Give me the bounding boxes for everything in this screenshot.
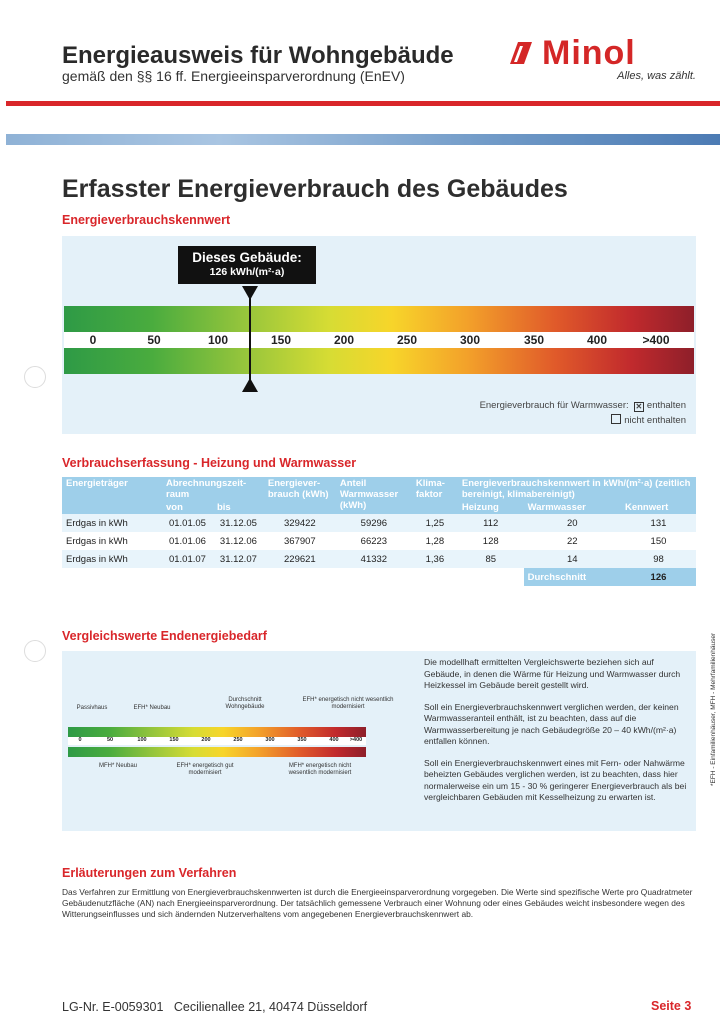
energy-scale-bar-bottom <box>64 348 694 374</box>
table-average-row <box>62 568 696 586</box>
table-row <box>62 514 696 532</box>
cmp-tick: 350 <box>297 737 307 743</box>
cell-kw: 131 <box>621 514 696 532</box>
th-ww: Warmwasser <box>524 501 621 514</box>
option-included: enthalten <box>646 400 686 411</box>
comparison-paragraph: Soll ein Energieverbrauchskennwert eines mit Fern- oder Nahwärme beheizten Gebäudes verglichen werden, ist zu beachten, dass hier normalerweise ein um 15 - 30 % geringerer Energieverbrauch als bei vergleichbaren Gebäuden mit Kesselheizung zu erwarten ist. <box>424 757 687 802</box>
cell-ww: 14 <box>524 550 621 568</box>
cell-to: 31.12.05 <box>213 514 264 532</box>
header-rule-red <box>6 101 720 106</box>
th-from: von <box>162 501 213 514</box>
page-number: Seite 3 <box>651 999 692 1013</box>
cell-to: 31.12.06 <box>213 532 264 550</box>
minol-logo <box>508 34 698 84</box>
cmp-tick: 0 <box>78 737 82 743</box>
option-not-included: nicht enthalten <box>624 415 686 426</box>
logo-slogan: Alles, was zählt. <box>617 70 696 82</box>
cell-from: 01.01.06 <box>162 532 213 550</box>
side-footnote: *EFH - Einfamilienhäuser, MFH - Mehrfamilienhäuser <box>710 632 717 786</box>
logo-name: Minol <box>542 34 636 72</box>
cell-heating: 112 <box>458 514 524 532</box>
cell-climate: 1,28 <box>412 532 458 550</box>
building-value-needle <box>249 288 251 388</box>
cmp-label-efh-nicht-modernisiert: EFH* energetisch nicht wesentlich modernisiert <box>302 697 394 710</box>
scale-tick: 100 <box>207 333 229 347</box>
energy-scale-panel <box>62 236 696 434</box>
table-heading: Verbrauchserfassung - Heizung und Warmwasser <box>62 456 357 470</box>
header-rule-blue <box>6 134 720 145</box>
procedure-text: Das Verfahren zur Ermittlung von Energieverbrauchskennwerten ist durch die Energieeinsparverordnung vorgegeben. Die Werte sind spezifische Werte pro Quadratmeter Gebäudenutzfläche (AN) nach Energieeinsparverordnung. Der tatsächlich gemessene Verbrauch einer Wohnung oder eines Gebäudes weicht insbesondere wegen des Witterungseinflusses und sich ändernden Nutzerverhaltens vom angegebenen Energieverbrauchskennwert ab. <box>62 887 693 920</box>
comparison-heading: Vergleichswerte Endenergiebedarf <box>62 629 267 643</box>
cmp-tick: 400 <box>329 737 339 743</box>
comparison-paragraph: Soll ein Energieverbrauchskennwert verglichen werden, der keinen Warmwasseranteil enthält, ist zu beachten, dass auf die Warmwasserbereitung je nach Gebäudegröße 20 – 40 kWh/(m²·a) entfallen können. <box>424 701 679 746</box>
scale-tick: 150 <box>270 333 292 347</box>
th-warmwater: Anteil Warmwasser (kWh) <box>336 477 412 514</box>
cell-heating: 128 <box>458 532 524 550</box>
scale-tick: 350 <box>523 333 545 347</box>
average-value: 126 <box>621 568 696 586</box>
kennwert-heading: Energieverbrauchskennwert <box>62 213 231 227</box>
energy-scale-ticks <box>64 332 694 348</box>
table-row <box>62 532 696 550</box>
cmp-label-efh-neubau: EFH* Neubau <box>133 705 171 711</box>
th-to: bis <box>213 501 264 514</box>
scale-tick: 300 <box>459 333 481 347</box>
scale-tick: 400 <box>586 333 608 347</box>
warmwater-included-line <box>480 400 686 412</box>
cell-kw: 150 <box>621 532 696 550</box>
scale-tick: 250 <box>396 333 418 347</box>
building-box-label: Dieses Gebäude: <box>192 250 302 265</box>
comparison-scale-bar-top <box>68 727 366 737</box>
cell-consumption: 367907 <box>264 532 336 550</box>
punch-hole <box>24 640 46 662</box>
comparison-scale-bar-bottom <box>68 747 366 757</box>
cmp-label-passivhaus: Passivhaus <box>76 705 108 711</box>
cmp-label-mfh-neubau: MFH* Neubau <box>98 763 137 769</box>
th-period: Abrechnungszeit-raum <box>162 477 264 501</box>
building-value-box <box>178 246 316 284</box>
cell-kw: 98 <box>621 550 696 568</box>
cell-carrier: Erdgas in kWh <box>62 532 162 550</box>
cell-carrier: Erdgas in kWh <box>62 550 162 568</box>
warmwater-not-included-line <box>611 414 686 426</box>
cmp-label-mfh-nicht-modernisiert: MFH* energetisch nicht wesentlich modernisiert <box>288 763 352 776</box>
footer-reference: LG-Nr. E-0059301 Cecilienallee 21, 40474 Düsseldorf <box>62 1000 368 1014</box>
section-title: Erfasster Energieverbrauch des Gebäudes <box>62 175 568 203</box>
comparison-paragraph: Die modellhaft ermittelten Vergleichswerte beziehen sich auf Gebäude, in denen die Wärme für Heizung und Warmwasser durch Heizkessel im Gebäude bereit gestellt wird. <box>424 657 681 690</box>
warmwater-label: Energieverbrauch für Warmwasser: <box>479 400 629 411</box>
th-climate: Klima-faktor <box>412 477 458 514</box>
cmp-label-efh-gut-modernisiert: EFH* energetisch gut modernisiert <box>176 763 234 776</box>
cmp-tick: 100 <box>137 737 147 743</box>
cell-heating: 85 <box>458 550 524 568</box>
cell-warmwater: 66223 <box>336 532 412 550</box>
pointer-up-icon <box>242 378 258 392</box>
cell-ww: 22 <box>524 532 621 550</box>
scale-tick: 0 <box>89 333 97 347</box>
cell-consumption: 229621 <box>264 550 336 568</box>
cell-climate: 1,36 <box>412 550 458 568</box>
cell-from: 01.01.05 <box>162 514 213 532</box>
cell-climate: 1,25 <box>412 514 458 532</box>
punch-hole <box>24 366 46 388</box>
cell-warmwater: 41332 <box>336 550 412 568</box>
cmp-tick: 300 <box>265 737 275 743</box>
document-subtitle: gemäß den §§ 16 ff. Energieeinsparverordnung (EnEV) <box>62 68 405 84</box>
cell-ww: 20 <box>524 514 621 532</box>
th-kennwert: Energieverbrauchskennwert in kWh/(m²·a) (zeitlich bereinigt, klimabereinigt) <box>458 477 696 501</box>
consumption-table <box>62 477 696 586</box>
checkbox-checked-icon: ✕ <box>635 402 643 411</box>
th-heating: Heizung <box>458 501 524 514</box>
checkbox-empty-icon <box>611 414 621 424</box>
building-box-value: 126 kWh/(m²·a) <box>209 266 285 278</box>
cmp-tick: >400 <box>349 737 363 743</box>
cmp-tick: 200 <box>201 737 211 743</box>
table-row <box>62 550 696 568</box>
cmp-tick: 50 <box>106 737 114 743</box>
cmp-tick: 150 <box>169 737 179 743</box>
th-kw: Kennwert <box>621 501 696 514</box>
scale-tick: >400 <box>642 333 670 347</box>
energy-scale-bar-top <box>64 306 694 332</box>
cell-consumption: 329422 <box>264 514 336 532</box>
cmp-tick: 250 <box>233 737 243 743</box>
th-carrier: Energieträger <box>62 477 162 514</box>
th-consumption: Energiever-brauch (kWh) <box>264 477 336 514</box>
cell-carrier: Erdgas in kWh <box>62 514 162 532</box>
document-title: Energieausweis für Wohngebäude <box>62 42 454 69</box>
cell-to: 31.12.07 <box>213 550 264 568</box>
scale-tick: 200 <box>333 333 355 347</box>
average-label: Durchschnitt <box>524 568 621 586</box>
cell-from: 01.01.07 <box>162 550 213 568</box>
minol-logo-mark-icon <box>508 40 534 66</box>
comparison-scale-ticks <box>68 737 366 745</box>
scale-tick: 50 <box>147 333 161 347</box>
comparison-text <box>424 657 688 814</box>
procedure-heading: Erläuterungen zum Verfahren <box>62 866 237 880</box>
cell-warmwater: 59296 <box>336 514 412 532</box>
comparison-panel <box>62 651 696 831</box>
cmp-label-durchschnitt: Durchschnitt Wohngebäude <box>225 697 265 710</box>
